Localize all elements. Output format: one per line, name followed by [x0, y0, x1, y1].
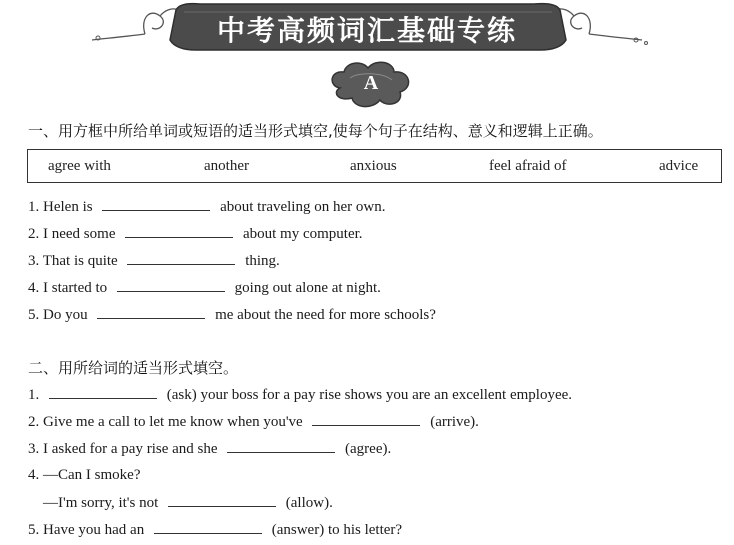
sentence-start: 1. Helen is	[28, 199, 93, 215]
answer-blank[interactable]	[97, 306, 205, 319]
sentence-start: 4. I started to	[28, 280, 108, 296]
exercise-line	[43, 494, 333, 512]
answer-blank[interactable]	[154, 521, 262, 534]
sentence-start: 1.	[28, 387, 40, 403]
sentence-end: (arrive).	[430, 414, 479, 430]
sentence-end: about traveling on her own.	[220, 199, 386, 215]
exercise-line	[28, 413, 479, 431]
sentence-start: —I'm sorry, it's not	[43, 495, 159, 511]
sentence-end: me about the need for more schools?	[215, 307, 436, 323]
exercise-line	[28, 279, 381, 297]
sentence-end: thing.	[245, 253, 280, 269]
exercise-line	[28, 225, 363, 243]
sentence-end: (allow).	[285, 495, 333, 511]
sentence-start: 5. Have you had an	[28, 522, 145, 538]
sentence-end: (agree).	[345, 441, 392, 457]
sentence-end: (ask) your boss for a pay rise shows you are an excellent employee.	[166, 387, 573, 403]
exercise-line	[28, 252, 280, 270]
title-banner	[0, 0, 734, 60]
sentence-start: 4. —Can I smoke?	[28, 467, 141, 483]
sentence-start: 5. Do you	[28, 307, 88, 323]
page-title: 中考高频词汇基础专练	[216, 14, 517, 47]
answer-blank[interactable]	[102, 198, 210, 211]
sentence-end: about my computer.	[242, 226, 363, 242]
answer-blank[interactable]	[227, 440, 335, 453]
answer-blank[interactable]	[117, 279, 225, 292]
exercise-line	[28, 306, 436, 324]
section2-instruction: 二、用所给词的适当形式填空。	[28, 359, 239, 377]
sentence-end: (answer) to his letter?	[271, 522, 403, 538]
answer-blank[interactable]	[127, 252, 235, 265]
answer-blank[interactable]	[312, 413, 420, 426]
exercise-line	[28, 521, 402, 539]
section1-instruction: 一、用方框中所给单词或短语的适当形式填空,使每个句子在结构、意义和逻辑上正确。	[28, 122, 603, 140]
section-badge: A	[363, 72, 379, 94]
answer-blank[interactable]	[125, 225, 233, 238]
answer-blank[interactable]	[168, 494, 276, 507]
sentence-end: going out alone at night.	[234, 280, 381, 296]
exercise-line	[28, 198, 385, 216]
sentence-start: 2. Give me a call to let me know when you've	[28, 414, 303, 430]
word-option: another	[204, 158, 249, 174]
word-option: agree with	[48, 158, 111, 174]
sentence-start: 2. I need some	[28, 226, 116, 242]
sentence-start: 3. That is quite	[28, 253, 118, 269]
sentence-start: 3. I asked for a pay rise and she	[28, 441, 218, 457]
answer-blank[interactable]	[49, 386, 157, 399]
word-box	[27, 149, 722, 183]
word-option: feel afraid of	[489, 158, 567, 174]
exercise-line	[28, 440, 391, 458]
exercise-line	[28, 467, 140, 484]
word-option: anxious	[350, 158, 397, 174]
word-option: advice	[659, 158, 699, 174]
exercise-line	[28, 386, 572, 404]
